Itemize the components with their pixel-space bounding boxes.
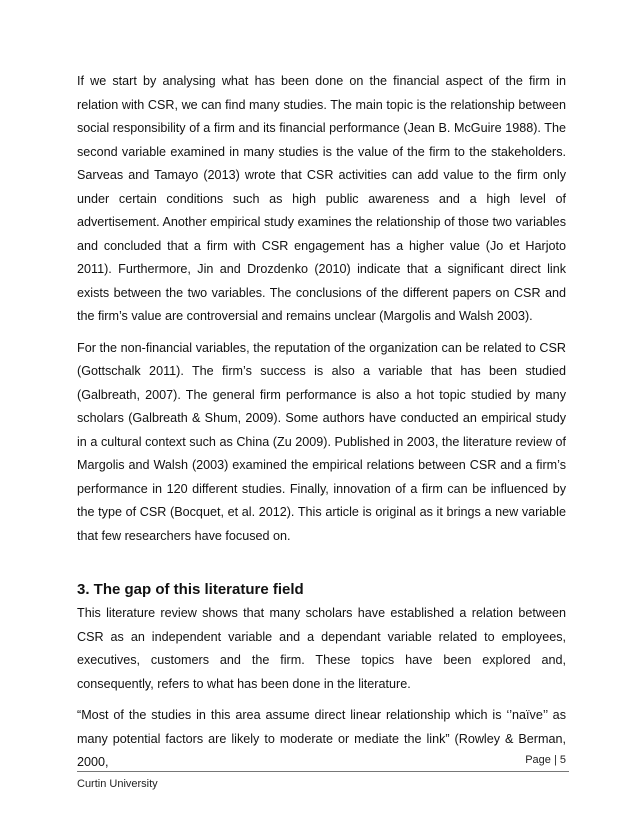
footer-organization: Curtin University: [77, 778, 158, 790]
paragraph-non-financial: For the non-financial variables, the reputation of the organization can be related to CSR (Gottschalk 2011). The firm’s success is also a variable that has been studied (Galbreath, 2007). The general firm performance is also a hot topic studied by many scholars (Galbreath & Shum, 2009). Some authors have conducted an empirical study in a cultural context such as China (Zu 2009). Published in 2003, the literature review of Margolis and Walsh (2003) examined the empirical relations between CSR and a firm’s performance in 120 different studies. Finally, innovation of a firm can be influenced by the type of CSR (Bocquet, et al. 2012). This article is original as it brings a new variable that few researchers have focused on.: [77, 340, 566, 543]
page-content: [77, 70, 566, 775]
paragraph-spacer: [77, 329, 566, 337]
footer-divider: [77, 771, 569, 772]
paragraph-spacer: [77, 696, 566, 704]
paragraph-literature-review: This literature review shows that many scholars have established a relation between CSR as an independent variable and a dependant variable related to employees, executives, customers and the firm. These topics have been explored and, consequently, refers to what has been done in the literature.: [77, 606, 566, 691]
section-heading: 3. The gap of this literature field: [77, 581, 304, 598]
section-spacer: [77, 548, 566, 579]
paragraph-quote: “Most of the studies in this area assume direct linear relationship which is ‘’naïve’’ as many potential factors are likely to moderate or mediate the link” (Rowley & Berman, 2000,: [77, 708, 566, 769]
paragraph-financial-aspect: If we start by analysing what has been done on the financial aspect of the firm in relation with CSR, we can find many studies. The main topic is the relationship between social responsibility of a firm and its financial performance (Jean B. McGuire 1988). The second variable examined in many studies is the value of the firm to the stakeholders. Sarveas and Tamayo (2013) wrote that CSR activities can add value to the firm only under certain conditions such as high public awareness and a high level of advertisement. Another empirical study examines the relationship of those two variables and concluded that a firm with CSR engagement has a higher value (Jo et Harjoto 2011). Furthermore, Jin and Drozdenko (2010) indicate that a significant direct link exists between the two variables. The conclusions of the different papers on CSR and the firm’s value are controversial and remains unclear (Margolis and Walsh 2003).: [77, 74, 566, 323]
page-number: Page | 5: [525, 754, 566, 766]
